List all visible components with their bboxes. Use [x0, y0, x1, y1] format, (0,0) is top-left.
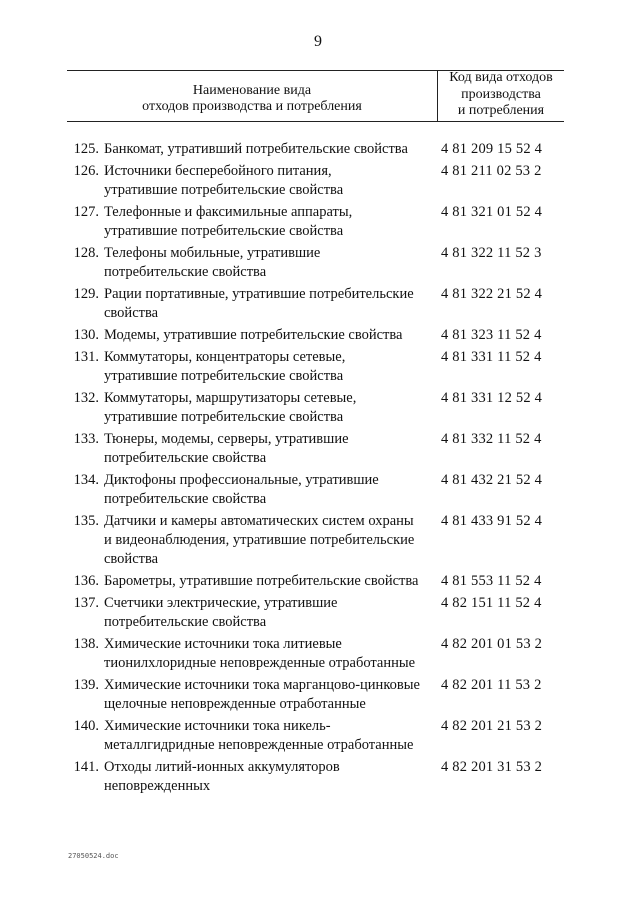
document-file-stamp: 27050524.doc	[68, 852, 119, 860]
waste-table-body	[67, 140, 567, 799]
waste-name-line: утратившие потребительские свойства	[104, 223, 344, 239]
row-number: 136.	[73, 573, 99, 589]
waste-code-cell: 4 82 201 31 53 2	[441, 759, 543, 775]
table-row	[67, 717, 567, 755]
header-code-line: и потребления	[457, 103, 545, 118]
table-row	[67, 162, 567, 200]
waste-name-line: Химические источники тока литиевые	[104, 636, 342, 652]
table-row	[67, 140, 567, 159]
waste-name-line: Датчики и камеры автоматических систем охраны	[104, 513, 414, 529]
table-row	[67, 430, 567, 468]
row-number: 129.	[73, 286, 99, 302]
waste-name-line: щелочные неповрежденные отработанные	[104, 696, 366, 712]
row-number: 135.	[73, 513, 99, 529]
waste-name-cell	[104, 389, 437, 427]
waste-code-cell: 4 82 151 11 52 4	[441, 595, 542, 611]
waste-code-cell: 4 81 553 11 52 4	[441, 573, 542, 589]
waste-code-cell: 4 81 322 21 52 4	[441, 286, 543, 302]
header-name-line: отходов производства и потребления	[142, 99, 362, 114]
page-number: 9	[314, 33, 322, 50]
waste-name-cell	[104, 140, 437, 159]
header-bottom-rule	[67, 121, 564, 122]
waste-name-cell	[104, 162, 437, 200]
waste-code-cell: 4 81 332 11 52 4	[441, 431, 542, 447]
waste-name-line: Телефонные и факсимильные аппараты,	[104, 204, 353, 220]
waste-name-cell	[104, 572, 437, 591]
waste-name-cell	[104, 676, 437, 714]
table-row	[67, 471, 567, 509]
waste-name-line: Тюнеры, модемы, серверы, утратившие	[104, 431, 349, 447]
row-number: 131.	[73, 349, 99, 365]
waste-code-cell: 4 81 209 15 52 4	[441, 141, 543, 157]
waste-name-line: Источники бесперебойного питания,	[104, 163, 332, 179]
table-row	[67, 326, 567, 345]
waste-name-cell	[104, 471, 437, 509]
waste-code-cell: 4 81 432 21 52 4	[441, 472, 543, 488]
waste-name-line: свойства	[104, 305, 159, 321]
waste-name-line: Химические источники тока марганцово-цинковые	[104, 677, 420, 693]
table-row	[67, 635, 567, 673]
table-row	[67, 572, 567, 591]
waste-name-line: Коммутаторы, маршрутизаторы сетевые,	[104, 390, 357, 406]
waste-name-line: Коммутаторы, концентраторы сетевые,	[104, 349, 346, 365]
waste-name-cell	[104, 348, 437, 386]
row-number: 130.	[73, 327, 99, 343]
waste-name-cell	[104, 244, 437, 282]
waste-name-line: Диктофоны профессиональные, утратившие	[104, 472, 379, 488]
waste-name-cell	[104, 758, 437, 796]
waste-name-line: потребительские свойства	[104, 614, 267, 630]
row-number: 132.	[73, 390, 99, 406]
waste-name-line: металлгидридные неповрежденные отработанные	[104, 737, 414, 753]
row-number: 134.	[73, 472, 99, 488]
waste-code-cell: 4 81 331 12 52 4	[441, 390, 543, 406]
waste-code-cell: 4 81 331 11 52 4	[441, 349, 542, 365]
waste-code-cell: 4 81 321 01 52 4	[441, 204, 543, 220]
table-row	[67, 389, 567, 427]
waste-name-cell	[104, 635, 437, 673]
row-number: 128.	[73, 245, 99, 261]
row-number: 133.	[73, 431, 99, 447]
waste-code-cell: 4 81 323 11 52 4	[441, 327, 542, 343]
waste-name-line: Отходы литий-ионных аккумуляторов	[104, 759, 340, 775]
table-row	[67, 348, 567, 386]
waste-name-line: Химические источники тока никель-	[104, 718, 331, 734]
header-code-line: Код вида отходов	[449, 70, 553, 85]
waste-name-line: Барометры, утратившие потребительские свойства	[104, 573, 419, 589]
row-number: 126.	[73, 163, 99, 179]
waste-name-line: Счетчики электрические, утратившие	[104, 595, 338, 611]
waste-code-cell: 4 82 201 01 53 2	[441, 636, 543, 652]
waste-name-line: неповрежденных	[104, 778, 211, 794]
waste-name-cell	[104, 717, 437, 755]
waste-name-cell	[104, 594, 437, 632]
waste-name-line: Телефоны мобильные, утратившие	[104, 245, 321, 261]
waste-code-cell: 4 82 201 11 53 2	[441, 677, 542, 693]
waste-name-line: потребительские свойства	[104, 264, 267, 280]
header-code-cell	[438, 70, 564, 120]
waste-code-cell: 4 81 322 11 52 3	[441, 245, 542, 261]
waste-code-cell: 4 82 201 21 53 2	[441, 718, 543, 734]
table-row	[67, 285, 567, 323]
header-name-cell	[67, 83, 437, 115]
waste-name-line: потребительские свойства	[104, 491, 267, 507]
waste-name-line: потребительские свойства	[104, 450, 267, 466]
waste-name-line: Рации портативные, утратившие потребительские	[104, 286, 414, 302]
header-code-line: производства	[461, 86, 541, 102]
row-number: 140.	[73, 718, 99, 734]
waste-name-line: Банкомат, утративший потребительские свойства	[104, 141, 408, 157]
table-row	[67, 594, 567, 632]
waste-name-line: тионилхлоридные неповрежденные отработанные	[104, 655, 416, 671]
row-number: 127.	[73, 204, 99, 220]
waste-name-cell	[104, 285, 437, 323]
row-number: 137.	[73, 595, 99, 611]
waste-name-line: утратившие потребительские свойства	[104, 182, 344, 198]
waste-name-line: и видеонаблюдения, утратившие потребительские	[104, 532, 415, 548]
row-number: 141.	[73, 759, 99, 775]
table-row	[67, 758, 567, 796]
waste-name-cell	[104, 512, 437, 569]
waste-name-cell	[104, 326, 437, 345]
row-number: 138.	[73, 636, 99, 652]
waste-code-cell: 4 81 211 02 53 2	[441, 163, 542, 179]
waste-name-cell	[104, 203, 437, 241]
waste-name-line: Модемы, утратившие потребительские свойства	[104, 327, 403, 343]
table-row	[67, 203, 567, 241]
header-name-line: Наименование вида	[192, 83, 312, 98]
row-number: 125.	[73, 141, 99, 157]
table-row	[67, 676, 567, 714]
row-number: 139.	[73, 677, 99, 693]
waste-name-cell	[104, 430, 437, 468]
waste-name-line: утратившие потребительские свойства	[104, 368, 344, 384]
waste-code-cell: 4 81 433 91 52 4	[441, 513, 543, 529]
waste-name-line: свойства	[104, 551, 159, 567]
table-row	[67, 512, 567, 569]
table-row	[67, 244, 567, 282]
waste-name-line: утратившие потребительские свойства	[104, 409, 344, 425]
